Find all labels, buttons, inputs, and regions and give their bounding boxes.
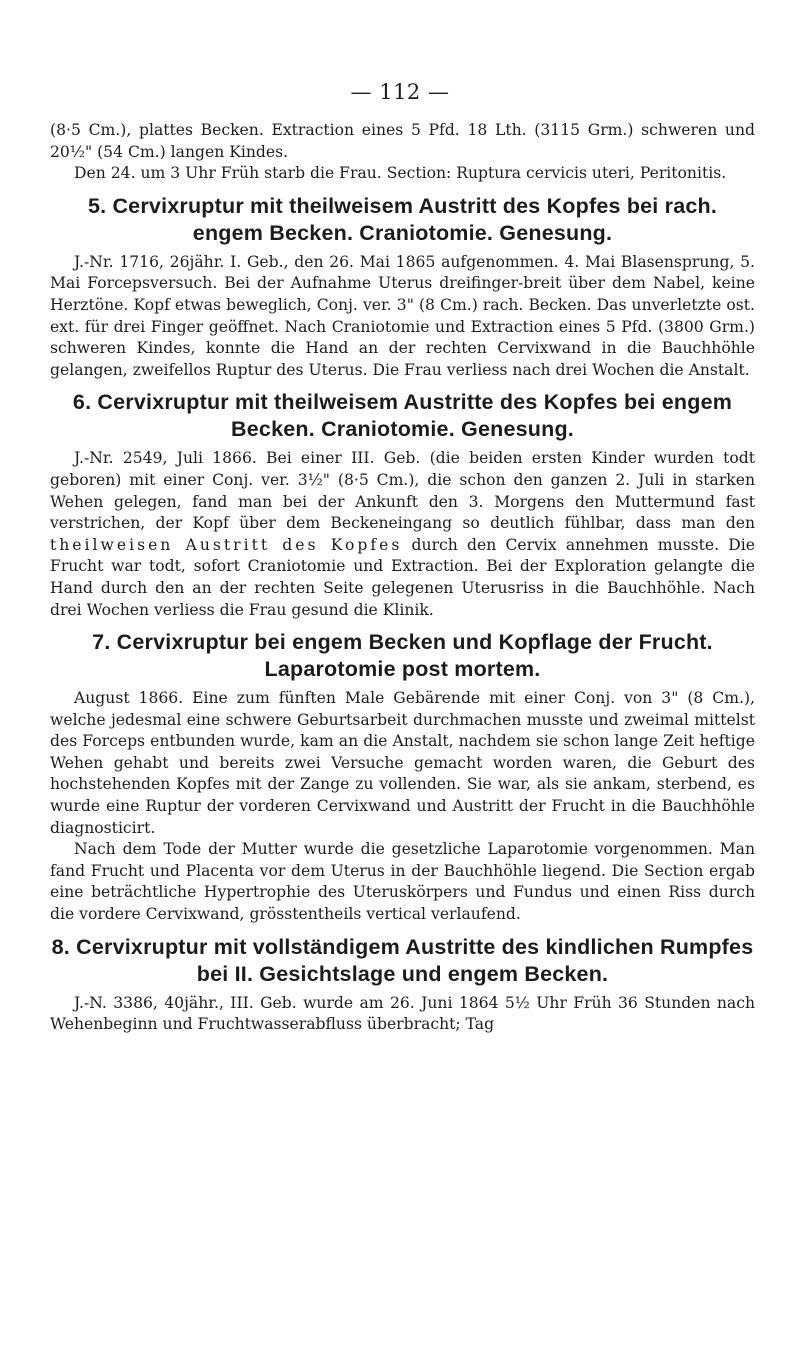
section-5-paragraph: J.-Nr. 1716, 26jähr. I. Geb., den 26. Mai 1865 aufgenommen. 4. Mai Blasensprung, 5. Mai Forcepsversuch. Bei der Aufnahme Uterus dreifinger-breit über dem Nabel, keine Herztöne. Kopf etwas beweglich, Conj. ver. 3" (8 Cm.) rach. Becken. Das unverletzte ost. ext. für drei Finger geöffnet. Nach Craniotomie und Extraction eines 5 Pfd. (3800 Grm.) schweren Kindes, konnte die Hand an der rechten Cervixwand in die Bauchhöhle gelangen, zweifellos Ruptur des Uterus. Die Frau verliess nach drei Wochen die Anstalt. (50, 252, 755, 379)
section-6-text-after: durch den Cervix annehmen musste. Die Frucht war todt, sofort Craniotomie und Extraction. Bei der Exploration gelangte die Hand durch den an der rechten Seite gelegenen Uterusriss in die Bauchhöhle. Nach drei Wochen verliess die Frau gesund die Klinik. (50, 535, 755, 619)
section-6-paragraph (50, 448, 755, 621)
section-7-heading: 7. Cervixruptur bei engem Becken und Kopflage der Frucht. Laparotomie post mortem. (92, 630, 713, 682)
section-6-spaced-emphasis: theilweisen Austritt des Kopfes (50, 535, 403, 554)
intro-paragraph-1: (8·5 Cm.), plattes Becken. Extraction eines 5 Pfd. 18 Lth. (3115 Grm.) schweren und 20½" (54 Cm.) langen Kindes. (50, 121, 755, 161)
section-6-heading: 6. Cervixruptur mit theilweisem Austritte des Kopfes bei engem Becken. Craniotomie. Genesung. (72, 390, 733, 442)
section-8-heading: 8. Cervixruptur mit vollständigem Austritte des kindlichen Rumpfes bei II. Gesichtslage und engem Becken. (51, 934, 754, 986)
intro-paragraph-2: Den 24. um 3 Uhr Früh starb die Frau. Section: Ruptura cervicis uteri, Peritonitis. (74, 164, 727, 183)
section-7-paragraph-1: August 1866. Eine zum fünften Male Gebärende mit einer Conj. von 3" (8 Cm.), welche jedesmal eine schwere Geburtsarbeit durchmachen musste und zweimal mittelst des Forceps entbunden wurde, kam an die Anstalt, nachdem sie schon lange Zeit heftige Wehen gehabt und bereits zwei Versuche gemacht worden waren, die Geburt des hochstehenden Kopfes mit der Zange zu vollenden. Sie war, als sie ankam, sterbend, es wurde eine Ruptur der vorderen Cervixwand und Austritt der Frucht in die Bauchhöhle diagnosticirt. (50, 689, 755, 837)
section-5-heading: 5. Cervixruptur mit theilweisem Austritt des Kopfes bei rach. engem Becken. Craniotomie. Genesung. (87, 193, 718, 245)
page-body (50, 120, 755, 1036)
page-number: — 112 — (350, 80, 450, 104)
section-6-text-before: J.-Nr. 2549, Juli 1866. Bei einer III. Geb. (die beiden ersten Kinder wurden todt geboren) mit einer Conj. ver. 3½" (8·5 Cm.), die schon den ganzen 2. Juli in starken Wehen gelegen, fand man bei der Ankunft den 3. Morgens den Muttermund fast verstrichen, der Kopf über dem Beckeneingang so deutlich fühlbar, dass man den (50, 449, 755, 533)
section-8-paragraph: J.-N. 3386, 40jähr., III. Geb. wurde am 26. Juni 1864 5½ Uhr Früh 36 Stunden nach Wehenbeginn und Fruchtwasserabfluss überbracht; Tag (50, 993, 755, 1034)
section-7-paragraph-2: Nach dem Tode der Mutter wurde die gesetzliche Laparotomie vorgenommen. Man fand Frucht und Placenta vor dem Uterus in der Bauchhöhle liegend. Die Section ergab eine beträchtliche Hypertrophie des Uteruskörpers und Fundus und einen Riss durch die vordere Cervixwand, grösstentheils vertical verlaufend. (50, 840, 755, 924)
